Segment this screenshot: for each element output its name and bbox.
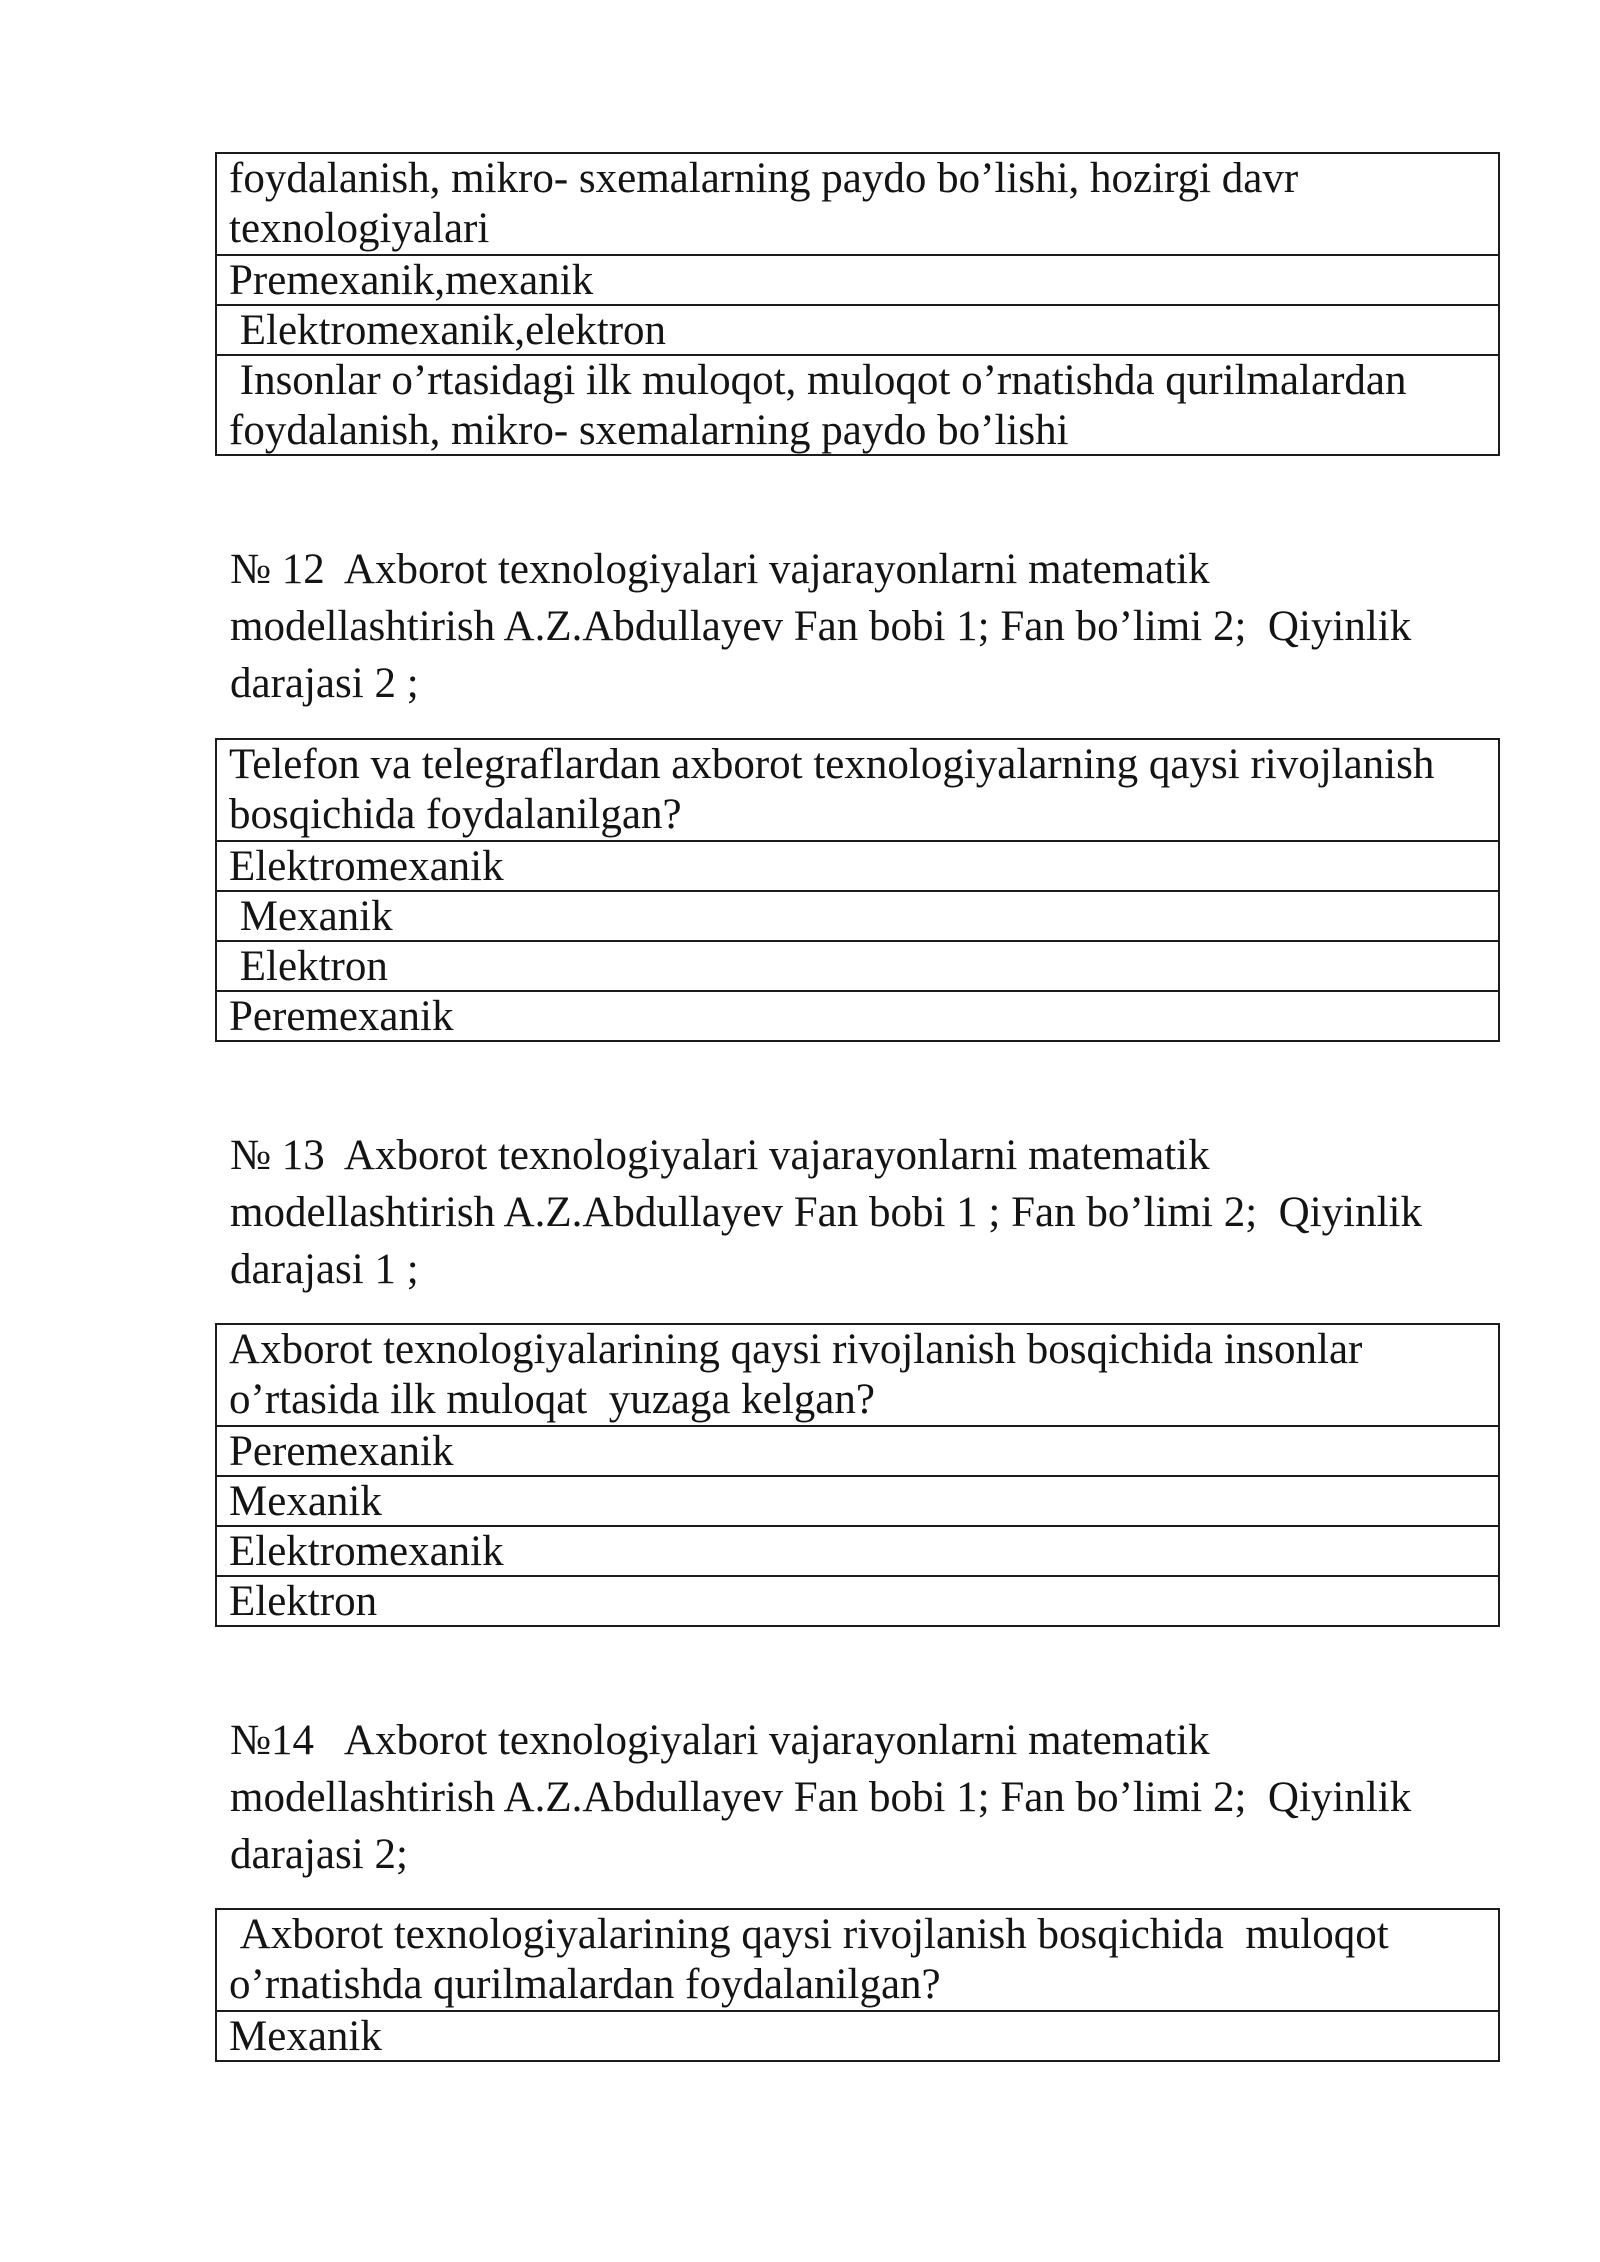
answer-cell: Elektron — [217, 1575, 1498, 1625]
question-13-table — [215, 1323, 1500, 1627]
answer-cell: Mexanik — [217, 890, 1498, 940]
question-cell: Telefon va telegraflardan axborot texnologiyalarning qaysi rivojlanish bosqichida foydalanilgan? — [229, 741, 1446, 838]
question-14-table — [215, 1908, 1500, 2062]
answer-cell: Mexanik — [217, 1475, 1498, 1525]
question-cell: Axborot texnologiyalarining qaysi rivojlanish bosqichida insonlar o’rtasida ilk muloqat yuzaga kelgan? — [229, 1326, 1374, 1423]
answer-cell: Elektromexanik — [217, 1525, 1498, 1575]
answer-cell: Premexanik,mexanik — [217, 254, 1498, 304]
answer-cell: foydalanish, mikro- sxemalarning paydo bo’lishi, hozirgi davr texnologiyalari — [229, 155, 1309, 252]
answer-cell: Elektromexanik — [217, 840, 1498, 890]
question-11-answers-table — [215, 152, 1500, 456]
answer-cell: Elektron — [217, 940, 1498, 990]
question-cell: Axborot texnologiyalarining qaysi rivojlanish bosqichida muloqot o’rnatishda qurilmalardan foydalanilgan? — [229, 1911, 1400, 2008]
question-12-table — [215, 738, 1500, 1042]
answer-cell: Insonlar o’rtasidagi ilk muloqot, muloqot o’rnatishda qurilmalardan foydalanish, mikro- sxemalarning paydo bo’lishi — [217, 354, 1498, 454]
answer-cell: Elektromexanik,elektron — [217, 304, 1498, 354]
question-14-heading: №14 Axborot texnologiyalari vajarayonlarni matematik modellashtirish A.Z.Abdullayev Fan bobi 1; Fan bo’limi 2; Qiyinlik darajasi 2; — [230, 1717, 1422, 1878]
answer-cell: Peremexanik — [217, 990, 1498, 1040]
question-12-heading: № 12 Axborot texnologiyalari vajarayonlarni matematik modellashtirish A.Z.Abdullayev Fan bobi 1; Fan bo’limi 2; Qiyinlik darajasi 2 ; — [230, 546, 1422, 707]
answer-cell: Peremexanik — [217, 1425, 1498, 1475]
question-13-heading: № 13 Axborot texnologiyalari vajarayonlarni matematik modellashtirish A.Z.Abdullayev Fan bobi 1 ; Fan bo’limi 2; Qiyinlik darajasi 1 ; — [230, 1132, 1433, 1293]
answer-cell: Mexanik — [217, 2010, 1498, 2060]
